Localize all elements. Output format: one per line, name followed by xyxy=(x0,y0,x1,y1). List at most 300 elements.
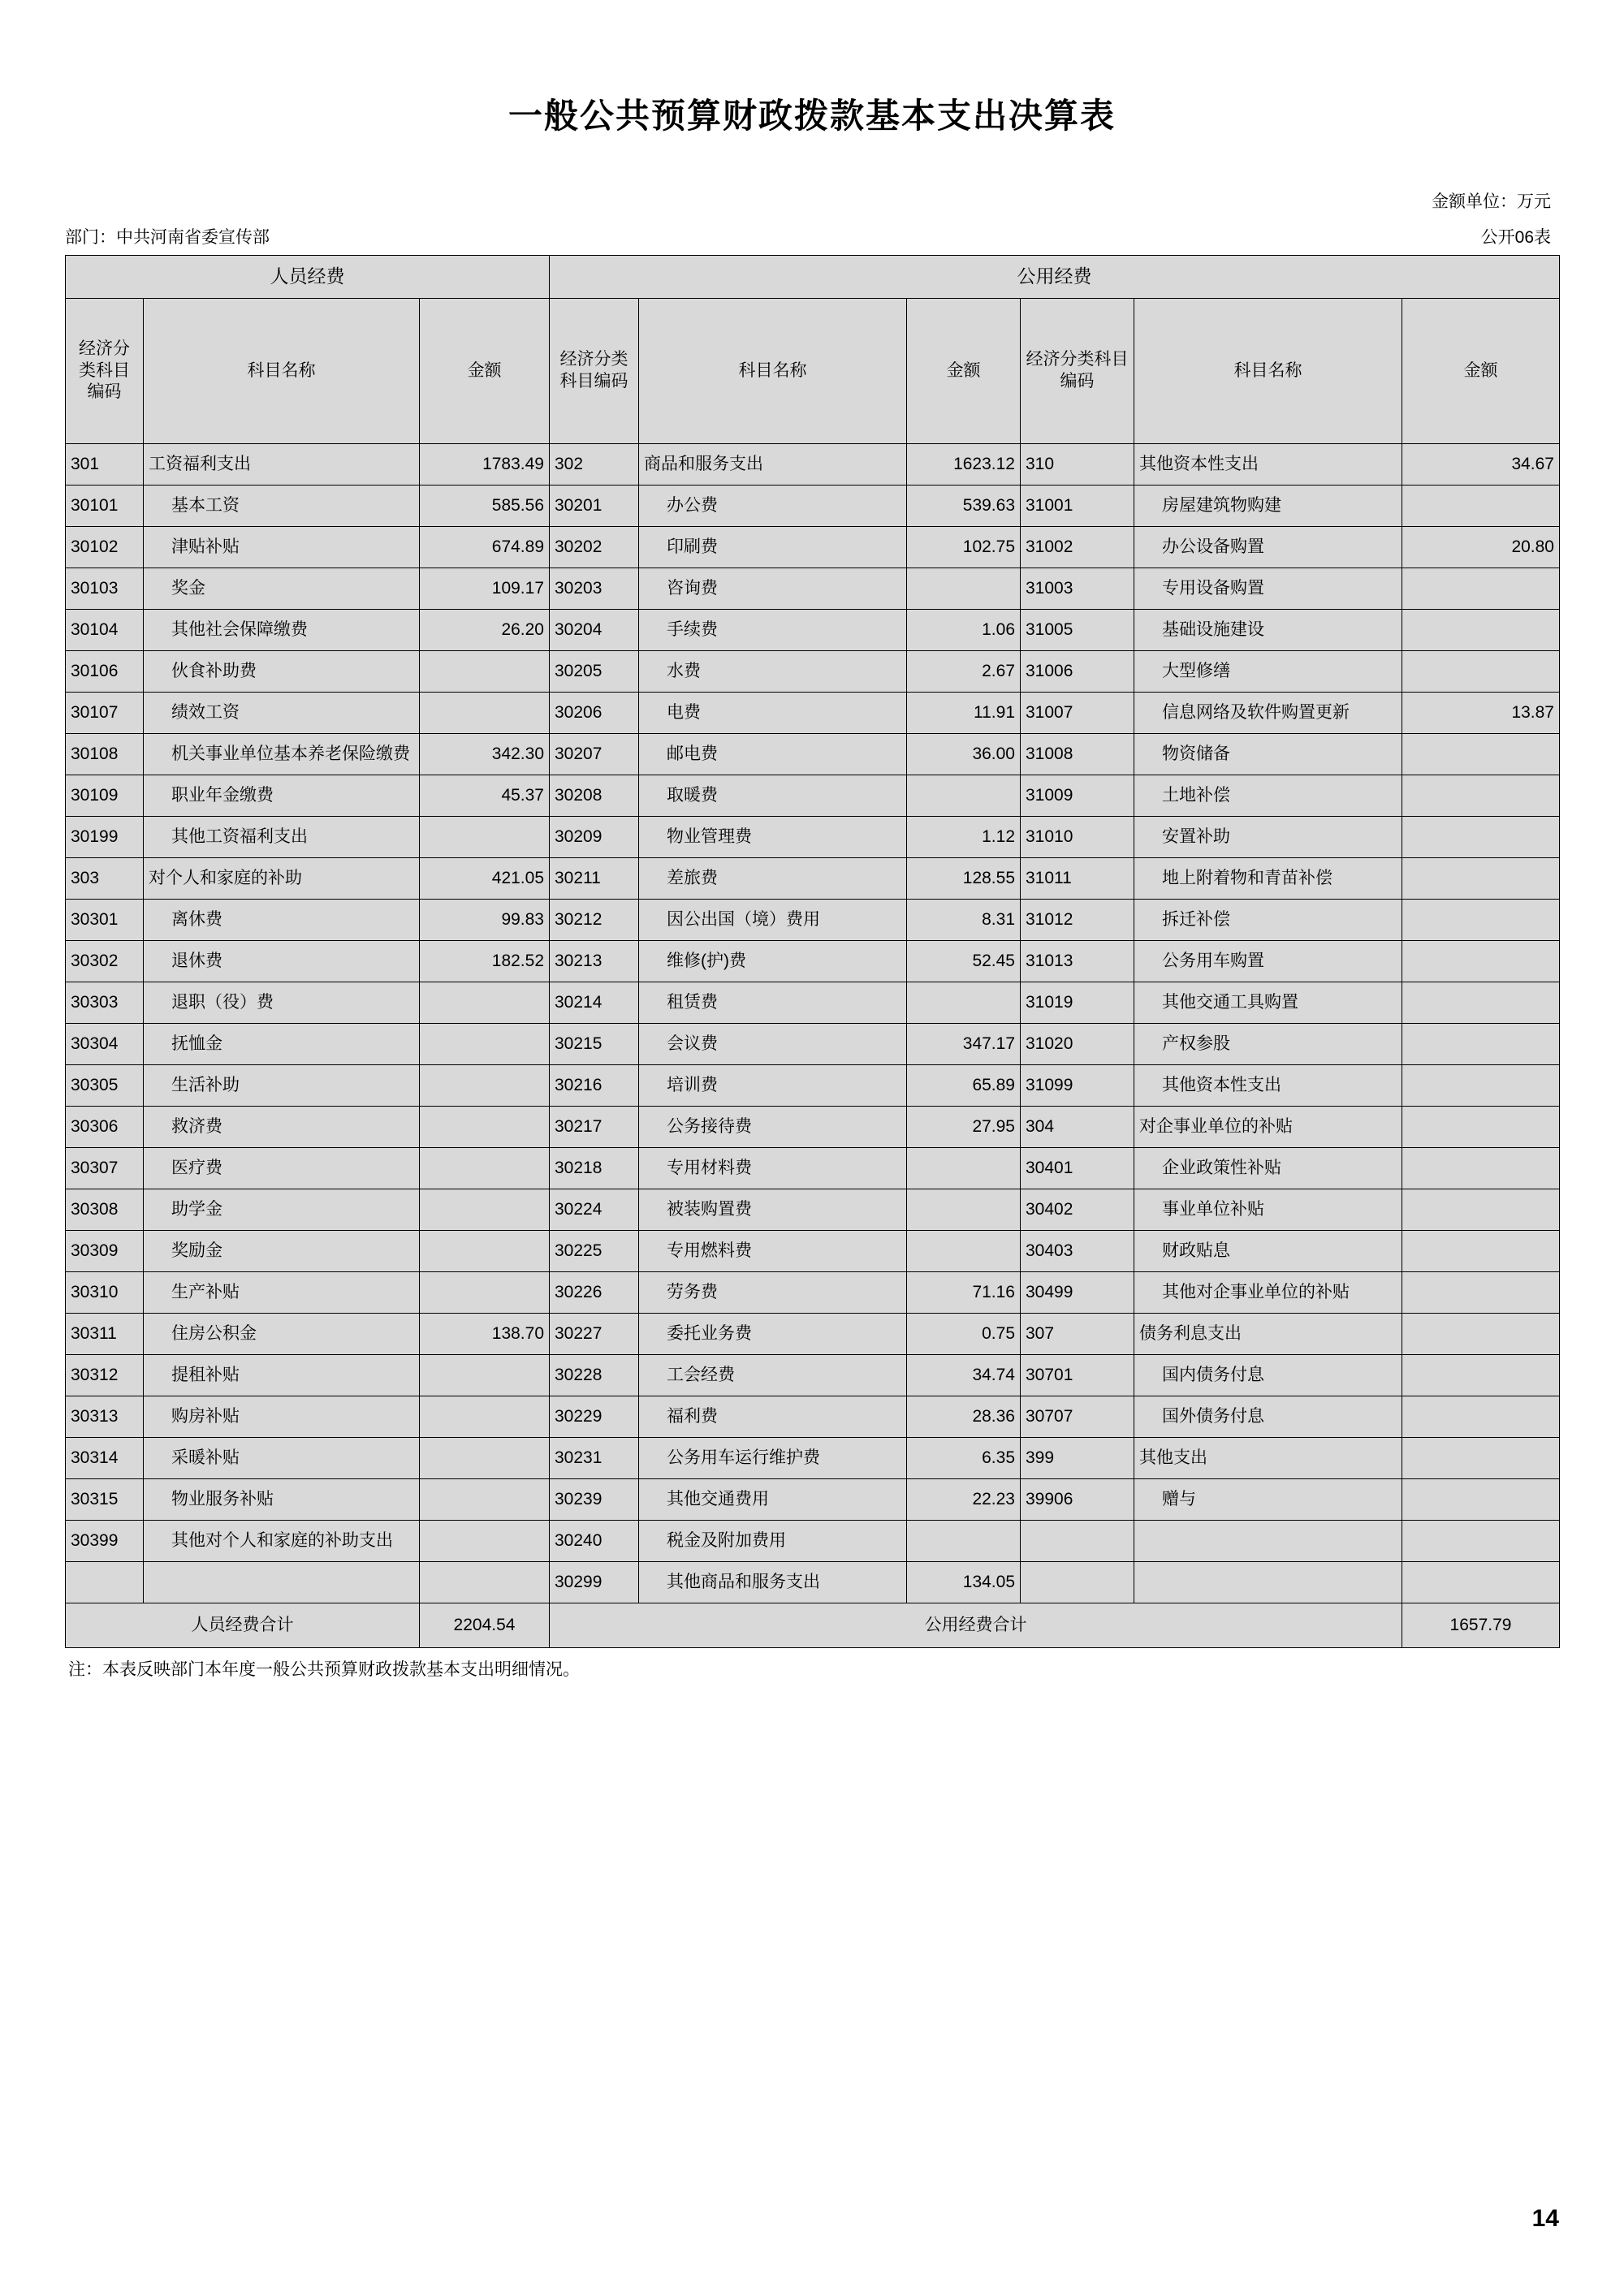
cell-amount-personnel xyxy=(420,982,550,1024)
cell-amount-public-2 xyxy=(1402,1272,1560,1314)
cell-name-public-1: 印刷费 xyxy=(639,527,907,568)
cell-name-public-2: 地上附着物和青苗补偿 xyxy=(1134,858,1402,900)
cell-amount-public-2 xyxy=(1402,1562,1560,1603)
cell-amount-personnel: 99.83 xyxy=(420,900,550,941)
cell-amount-public-1: 102.75 xyxy=(907,527,1021,568)
table-row xyxy=(66,734,1560,775)
cell-amount-public-2 xyxy=(1402,982,1560,1024)
total-public-label: 公用经费合计 xyxy=(550,1603,1402,1648)
cell-amount-personnel xyxy=(420,1189,550,1231)
table-row xyxy=(66,1521,1560,1562)
cell-name-public-2: 办公设备购置 xyxy=(1134,527,1402,568)
group-header-personnel: 人员经费 xyxy=(66,256,550,299)
cell-name-personnel: 基本工资 xyxy=(144,486,420,527)
cell-amount-personnel: 26.20 xyxy=(420,610,550,651)
cell-code-personnel: 301 xyxy=(66,444,144,486)
cell-name-public-1: 公务接待费 xyxy=(639,1107,907,1148)
cell-name-personnel: 工资福利支出 xyxy=(144,444,420,486)
table-row xyxy=(66,568,1560,610)
cell-code-public-2: 307 xyxy=(1021,1314,1134,1355)
cell-code-public-1: 302 xyxy=(550,444,639,486)
table-row xyxy=(66,982,1560,1024)
cell-code-public-1: 30202 xyxy=(550,527,639,568)
cell-code-public-1: 30229 xyxy=(550,1396,639,1438)
cell-name-public-2: 产权参股 xyxy=(1134,1024,1402,1065)
table-row xyxy=(66,527,1560,568)
cell-amount-public-2 xyxy=(1402,941,1560,982)
col-header-amount-2: 金额 xyxy=(907,299,1021,444)
cell-name-personnel: 生活补助 xyxy=(144,1065,420,1107)
cell-amount-public-2 xyxy=(1402,568,1560,610)
cell-amount-public-2 xyxy=(1402,900,1560,941)
cell-code-personnel: 30399 xyxy=(66,1521,144,1562)
cell-code-public-1: 30227 xyxy=(550,1314,639,1355)
cell-name-public-1: 其他交通费用 xyxy=(639,1479,907,1521)
cell-amount-personnel xyxy=(420,1521,550,1562)
cell-amount-personnel xyxy=(420,1107,550,1148)
cell-code-public-2: 30701 xyxy=(1021,1355,1134,1396)
cell-name-public-2: 国外债务付息 xyxy=(1134,1396,1402,1438)
cell-amount-public-2 xyxy=(1402,1355,1560,1396)
cell-name-public-2: 房屋建筑物购建 xyxy=(1134,486,1402,527)
cell-amount-public-1: 36.00 xyxy=(907,734,1021,775)
cell-name-personnel: 奖金 xyxy=(144,568,420,610)
cell-name-personnel: 其他工资福利支出 xyxy=(144,817,420,858)
cell-code-public-2: 31002 xyxy=(1021,527,1134,568)
cell-code-public-1: 30212 xyxy=(550,900,639,941)
cell-amount-public-2 xyxy=(1402,1396,1560,1438)
cell-code-public-1: 30214 xyxy=(550,982,639,1024)
cell-name-personnel: 生产补贴 xyxy=(144,1272,420,1314)
cell-name-public-1: 维修(护)费 xyxy=(639,941,907,982)
cell-code-public-2: 310 xyxy=(1021,444,1134,486)
table-row xyxy=(66,1314,1560,1355)
cell-name-public-1: 因公出国（境）费用 xyxy=(639,900,907,941)
cell-amount-personnel xyxy=(420,1272,550,1314)
cell-code-public-2: 31001 xyxy=(1021,486,1134,527)
cell-name-personnel: 其他社会保障缴费 xyxy=(144,610,420,651)
cell-name-public-1: 其他商品和服务支出 xyxy=(639,1562,907,1603)
cell-name-public-1: 专用燃料费 xyxy=(639,1231,907,1272)
cell-code-personnel: 30301 xyxy=(66,900,144,941)
col-header-code-public-2: 经济分类科目编码 xyxy=(1021,299,1134,444)
table-row xyxy=(66,1479,1560,1521)
cell-name-public-2 xyxy=(1134,1562,1402,1603)
cell-code-personnel: 30199 xyxy=(66,817,144,858)
cell-amount-public-2 xyxy=(1402,610,1560,651)
cell-amount-personnel xyxy=(420,1148,550,1189)
cell-code-public-2: 304 xyxy=(1021,1107,1134,1148)
cell-name-public-1: 公务用车运行维护费 xyxy=(639,1438,907,1479)
cell-amount-public-2: 20.80 xyxy=(1402,527,1560,568)
group-header-public: 公用经费 xyxy=(550,256,1560,299)
table-row xyxy=(66,775,1560,817)
table-column-header-row xyxy=(66,299,1560,444)
cell-name-personnel: 住房公积金 xyxy=(144,1314,420,1355)
cell-amount-public-1: 65.89 xyxy=(907,1065,1021,1107)
cell-name-public-1: 办公费 xyxy=(639,486,907,527)
budget-table xyxy=(65,255,1560,1648)
cell-name-personnel: 职业年金缴费 xyxy=(144,775,420,817)
cell-name-personnel: 医疗费 xyxy=(144,1148,420,1189)
cell-name-personnel: 提租补贴 xyxy=(144,1355,420,1396)
cell-name-personnel: 机关事业单位基本养老保险缴费 xyxy=(144,734,420,775)
cell-amount-public-1: 28.36 xyxy=(907,1396,1021,1438)
cell-name-public-2: 对企事业单位的补贴 xyxy=(1134,1107,1402,1148)
cell-code-personnel: 30310 xyxy=(66,1272,144,1314)
cell-name-personnel: 伙食补助费 xyxy=(144,651,420,693)
cell-name-personnel: 抚恤金 xyxy=(144,1024,420,1065)
cell-code-public-1: 30226 xyxy=(550,1272,639,1314)
cell-code-personnel: 30305 xyxy=(66,1065,144,1107)
cell-amount-public-1: 11.91 xyxy=(907,693,1021,734)
cell-code-public-2: 31010 xyxy=(1021,817,1134,858)
cell-amount-public-2 xyxy=(1402,486,1560,527)
table-row xyxy=(66,610,1560,651)
cell-amount-public-2 xyxy=(1402,1438,1560,1479)
cell-name-public-1: 被装购置费 xyxy=(639,1189,907,1231)
cell-name-public-2: 信息网络及软件购置更新 xyxy=(1134,693,1402,734)
cell-code-public-1: 30240 xyxy=(550,1521,639,1562)
table-row xyxy=(66,1355,1560,1396)
cell-name-public-1: 邮电费 xyxy=(639,734,907,775)
cell-code-public-2: 31007 xyxy=(1021,693,1134,734)
meta-row xyxy=(65,224,1559,248)
cell-name-public-2: 土地补偿 xyxy=(1134,775,1402,817)
cell-code-public-2: 30707 xyxy=(1021,1396,1134,1438)
table-row xyxy=(66,1107,1560,1148)
cell-code-public-2: 39906 xyxy=(1021,1479,1134,1521)
cell-code-public-2: 30403 xyxy=(1021,1231,1134,1272)
cell-amount-public-1 xyxy=(907,1189,1021,1231)
table-row xyxy=(66,1148,1560,1189)
cell-amount-public-2: 34.67 xyxy=(1402,444,1560,486)
cell-name-public-1: 物业管理费 xyxy=(639,817,907,858)
cell-code-public-1: 30218 xyxy=(550,1148,639,1189)
table-row xyxy=(66,651,1560,693)
cell-name-public-1: 税金及附加费用 xyxy=(639,1521,907,1562)
cell-code-public-1: 30211 xyxy=(550,858,639,900)
cell-code-public-2: 31008 xyxy=(1021,734,1134,775)
cell-name-personnel: 绩效工资 xyxy=(144,693,420,734)
cell-code-public-1: 30224 xyxy=(550,1189,639,1231)
cell-code-personnel: 30303 xyxy=(66,982,144,1024)
cell-code-public-1: 30217 xyxy=(550,1107,639,1148)
cell-name-public-2: 债务利息支出 xyxy=(1134,1314,1402,1355)
cell-amount-public-1 xyxy=(907,568,1021,610)
col-header-amount-1: 金额 xyxy=(420,299,550,444)
cell-name-public-1: 电费 xyxy=(639,693,907,734)
cell-code-personnel: 30307 xyxy=(66,1148,144,1189)
cell-amount-public-1: 71.16 xyxy=(907,1272,1021,1314)
cell-amount-public-2 xyxy=(1402,734,1560,775)
cell-name-personnel: 救济费 xyxy=(144,1107,420,1148)
cell-code-public-2: 31011 xyxy=(1021,858,1134,900)
cell-code-public-1: 30231 xyxy=(550,1438,639,1479)
cell-amount-public-2 xyxy=(1402,1065,1560,1107)
table-row xyxy=(66,693,1560,734)
cell-code-public-2: 30499 xyxy=(1021,1272,1134,1314)
cell-name-public-1: 商品和服务支出 xyxy=(639,444,907,486)
cell-name-public-1: 委托业务费 xyxy=(639,1314,907,1355)
col-header-name-3: 科目名称 xyxy=(1134,299,1402,444)
cell-code-personnel: 30101 xyxy=(66,486,144,527)
cell-name-personnel: 物业服务补贴 xyxy=(144,1479,420,1521)
cell-name-public-2: 大型修缮 xyxy=(1134,651,1402,693)
table-row xyxy=(66,444,1560,486)
table-row xyxy=(66,1065,1560,1107)
table-row xyxy=(66,1562,1560,1603)
cell-amount-personnel: 1783.49 xyxy=(420,444,550,486)
cell-code-personnel: 30109 xyxy=(66,775,144,817)
cell-code-personnel: 30309 xyxy=(66,1231,144,1272)
cell-name-public-2: 其他资本性支出 xyxy=(1134,444,1402,486)
cell-amount-personnel: 342.30 xyxy=(420,734,550,775)
cell-amount-public-2 xyxy=(1402,1189,1560,1231)
cell-amount-personnel: 138.70 xyxy=(420,1314,550,1355)
cell-amount-public-1: 0.75 xyxy=(907,1314,1021,1355)
form-code-label: 公开06表 xyxy=(1480,228,1551,247)
cell-code-public-2: 31012 xyxy=(1021,900,1134,941)
cell-name-personnel: 奖励金 xyxy=(144,1231,420,1272)
cell-code-public-2: 31003 xyxy=(1021,568,1134,610)
cell-amount-public-2 xyxy=(1402,1314,1560,1355)
cell-code-public-1: 30204 xyxy=(550,610,639,651)
cell-amount-public-1: 1623.12 xyxy=(907,444,1021,486)
cell-code-public-2: 31020 xyxy=(1021,1024,1134,1065)
cell-name-public-2: 安置补助 xyxy=(1134,817,1402,858)
cell-amount-public-1: 134.05 xyxy=(907,1562,1021,1603)
cell-name-public-1: 会议费 xyxy=(639,1024,907,1065)
cell-code-public-2: 31019 xyxy=(1021,982,1134,1024)
cell-name-public-2: 国内债务付息 xyxy=(1134,1355,1402,1396)
cell-amount-public-1: 1.12 xyxy=(907,817,1021,858)
cell-name-personnel: 对个人和家庭的补助 xyxy=(144,858,420,900)
cell-name-public-2: 赠与 xyxy=(1134,1479,1402,1521)
cell-amount-personnel: 109.17 xyxy=(420,568,550,610)
cell-name-public-1: 水费 xyxy=(639,651,907,693)
total-personnel-amount: 2204.54 xyxy=(420,1603,550,1648)
cell-code-personnel: 30106 xyxy=(66,651,144,693)
table-row xyxy=(66,858,1560,900)
cell-amount-public-1: 1.06 xyxy=(907,610,1021,651)
cell-name-public-2: 公务用车购置 xyxy=(1134,941,1402,982)
cell-name-public-2: 基础设施建设 xyxy=(1134,610,1402,651)
cell-code-public-2: 399 xyxy=(1021,1438,1134,1479)
cell-code-personnel: 30103 xyxy=(66,568,144,610)
cell-code-personnel xyxy=(66,1562,144,1603)
department-label: 部门：中共河南省委宣传部 xyxy=(65,228,270,247)
cell-code-public-1: 30209 xyxy=(550,817,639,858)
cell-name-public-2: 其他交通工具购置 xyxy=(1134,982,1402,1024)
cell-name-public-1: 工会经费 xyxy=(639,1355,907,1396)
cell-amount-personnel: 585.56 xyxy=(420,486,550,527)
cell-amount-public-2 xyxy=(1402,651,1560,693)
cell-amount-personnel xyxy=(420,1024,550,1065)
cell-amount-personnel: 421.05 xyxy=(420,858,550,900)
col-header-amount-3: 金额 xyxy=(1402,299,1560,444)
cell-amount-public-1 xyxy=(907,982,1021,1024)
cell-amount-public-1 xyxy=(907,775,1021,817)
cell-amount-public-2 xyxy=(1402,817,1560,858)
cell-code-public-2 xyxy=(1021,1562,1134,1603)
cell-name-public-1: 培训费 xyxy=(639,1065,907,1107)
cell-name-public-2: 拆迁补偿 xyxy=(1134,900,1402,941)
cell-code-personnel: 30314 xyxy=(66,1438,144,1479)
cell-amount-public-1: 347.17 xyxy=(907,1024,1021,1065)
cell-amount-public-1 xyxy=(907,1521,1021,1562)
table-row xyxy=(66,1396,1560,1438)
cell-name-personnel xyxy=(144,1562,420,1603)
cell-amount-personnel: 674.89 xyxy=(420,527,550,568)
cell-name-personnel: 津贴补贴 xyxy=(144,527,420,568)
cell-code-public-2: 30401 xyxy=(1021,1148,1134,1189)
cell-name-public-1: 取暖费 xyxy=(639,775,907,817)
cell-code-personnel: 30104 xyxy=(66,610,144,651)
cell-code-public-2: 31006 xyxy=(1021,651,1134,693)
cell-amount-public-1: 34.74 xyxy=(907,1355,1021,1396)
cell-code-public-1: 30207 xyxy=(550,734,639,775)
cell-code-public-1: 30203 xyxy=(550,568,639,610)
cell-amount-personnel xyxy=(420,1231,550,1272)
cell-code-public-2: 30402 xyxy=(1021,1189,1134,1231)
table-row xyxy=(66,1189,1560,1231)
cell-code-personnel: 30308 xyxy=(66,1189,144,1231)
cell-code-personnel: 30304 xyxy=(66,1024,144,1065)
cell-amount-personnel xyxy=(420,693,550,734)
cell-code-public-1: 30208 xyxy=(550,775,639,817)
cell-amount-public-1: 27.95 xyxy=(907,1107,1021,1148)
cell-amount-public-1 xyxy=(907,1148,1021,1189)
cell-code-public-1: 30206 xyxy=(550,693,639,734)
cell-amount-personnel xyxy=(420,1438,550,1479)
cell-name-public-2: 事业单位补贴 xyxy=(1134,1189,1402,1231)
cell-amount-public-1: 128.55 xyxy=(907,858,1021,900)
cell-name-personnel: 助学金 xyxy=(144,1189,420,1231)
table-total-row xyxy=(66,1603,1560,1648)
cell-code-public-1: 30216 xyxy=(550,1065,639,1107)
cell-code-public-1: 30239 xyxy=(550,1479,639,1521)
cell-name-public-1: 劳务费 xyxy=(639,1272,907,1314)
cell-amount-public-2 xyxy=(1402,1231,1560,1272)
cell-amount-public-2 xyxy=(1402,858,1560,900)
table-row xyxy=(66,1272,1560,1314)
col-header-code-personnel: 经济分类科目编码 xyxy=(66,299,144,444)
table-row xyxy=(66,817,1560,858)
table-row xyxy=(66,941,1560,982)
table-group-header-row xyxy=(66,256,1560,299)
cell-code-public-1: 30228 xyxy=(550,1355,639,1396)
cell-code-personnel: 30306 xyxy=(66,1107,144,1148)
cell-name-public-1: 福利费 xyxy=(639,1396,907,1438)
cell-name-public-2: 专用设备购置 xyxy=(1134,568,1402,610)
cell-name-personnel: 离休费 xyxy=(144,900,420,941)
cell-amount-personnel: 182.52 xyxy=(420,941,550,982)
cell-name-personnel: 退休费 xyxy=(144,941,420,982)
cell-code-personnel: 30313 xyxy=(66,1396,144,1438)
cell-name-public-1: 专用材料费 xyxy=(639,1148,907,1189)
cell-name-public-1: 差旅费 xyxy=(639,858,907,900)
cell-name-public-2: 物资储备 xyxy=(1134,734,1402,775)
col-header-name-2: 科目名称 xyxy=(639,299,907,444)
cell-code-public-1: 30299 xyxy=(550,1562,639,1603)
table-row xyxy=(66,900,1560,941)
cell-name-public-1: 咨询费 xyxy=(639,568,907,610)
cell-amount-personnel xyxy=(420,1065,550,1107)
cell-code-public-1: 30201 xyxy=(550,486,639,527)
cell-amount-personnel xyxy=(420,651,550,693)
cell-name-public-1: 手续费 xyxy=(639,610,907,651)
cell-code-public-2: 31009 xyxy=(1021,775,1134,817)
cell-code-public-2: 31013 xyxy=(1021,941,1134,982)
cell-amount-public-1: 2.67 xyxy=(907,651,1021,693)
cell-name-public-2: 其他支出 xyxy=(1134,1438,1402,1479)
cell-name-public-2 xyxy=(1134,1521,1402,1562)
cell-code-public-1: 30215 xyxy=(550,1024,639,1065)
cell-code-personnel: 30102 xyxy=(66,527,144,568)
total-personnel-label: 人员经费合计 xyxy=(66,1603,420,1648)
cell-code-personnel: 30311 xyxy=(66,1314,144,1355)
table-row xyxy=(66,486,1560,527)
table-row xyxy=(66,1231,1560,1272)
cell-code-public-2: 31099 xyxy=(1021,1065,1134,1107)
cell-amount-public-2 xyxy=(1402,1107,1560,1148)
table-note: 注：本表反映部门本年度一般公共预算财政拨款基本支出明细情况。 xyxy=(68,1660,580,1679)
cell-name-public-1: 租赁费 xyxy=(639,982,907,1024)
cell-amount-public-1: 539.63 xyxy=(907,486,1021,527)
total-public-amount: 1657.79 xyxy=(1402,1603,1560,1648)
cell-code-public-1: 30205 xyxy=(550,651,639,693)
amount-unit-label: 金额单位：万元 xyxy=(1432,192,1551,211)
cell-code-personnel: 303 xyxy=(66,858,144,900)
cell-name-public-2: 其他对企事业单位的补贴 xyxy=(1134,1272,1402,1314)
cell-amount-public-1: 8.31 xyxy=(907,900,1021,941)
cell-amount-personnel: 45.37 xyxy=(420,775,550,817)
cell-amount-public-2 xyxy=(1402,1521,1560,1562)
table-row xyxy=(66,1438,1560,1479)
cell-amount-public-1 xyxy=(907,1231,1021,1272)
cell-name-personnel: 其他对个人和家庭的补助支出 xyxy=(144,1521,420,1562)
cell-code-public-2 xyxy=(1021,1521,1134,1562)
cell-code-public-2: 31005 xyxy=(1021,610,1134,651)
cell-name-personnel: 采暖补贴 xyxy=(144,1438,420,1479)
cell-amount-public-2 xyxy=(1402,775,1560,817)
cell-code-personnel: 30315 xyxy=(66,1479,144,1521)
cell-name-personnel: 购房补贴 xyxy=(144,1396,420,1438)
cell-name-public-2: 财政贴息 xyxy=(1134,1231,1402,1272)
cell-amount-personnel xyxy=(420,1562,550,1603)
page-number: 14 xyxy=(1531,2205,1559,2232)
cell-amount-public-2 xyxy=(1402,1148,1560,1189)
cell-code-personnel: 30107 xyxy=(66,693,144,734)
page-title: 一般公共预算财政拨款基本支出决算表 xyxy=(508,96,1116,136)
cell-amount-public-1: 22.23 xyxy=(907,1479,1021,1521)
cell-amount-personnel xyxy=(420,1396,550,1438)
cell-amount-personnel xyxy=(420,1355,550,1396)
table-row xyxy=(66,1024,1560,1065)
col-header-name-1: 科目名称 xyxy=(144,299,420,444)
cell-name-personnel: 退职（役）费 xyxy=(144,982,420,1024)
cell-amount-public-2: 13.87 xyxy=(1402,693,1560,734)
cell-amount-personnel xyxy=(420,817,550,858)
cell-amount-public-2 xyxy=(1402,1024,1560,1065)
cell-amount-public-1: 52.45 xyxy=(907,941,1021,982)
cell-name-public-2: 企业政策性补贴 xyxy=(1134,1148,1402,1189)
cell-code-public-1: 30225 xyxy=(550,1231,639,1272)
cell-code-personnel: 30312 xyxy=(66,1355,144,1396)
cell-name-public-2: 其他资本性支出 xyxy=(1134,1065,1402,1107)
cell-amount-public-2 xyxy=(1402,1479,1560,1521)
